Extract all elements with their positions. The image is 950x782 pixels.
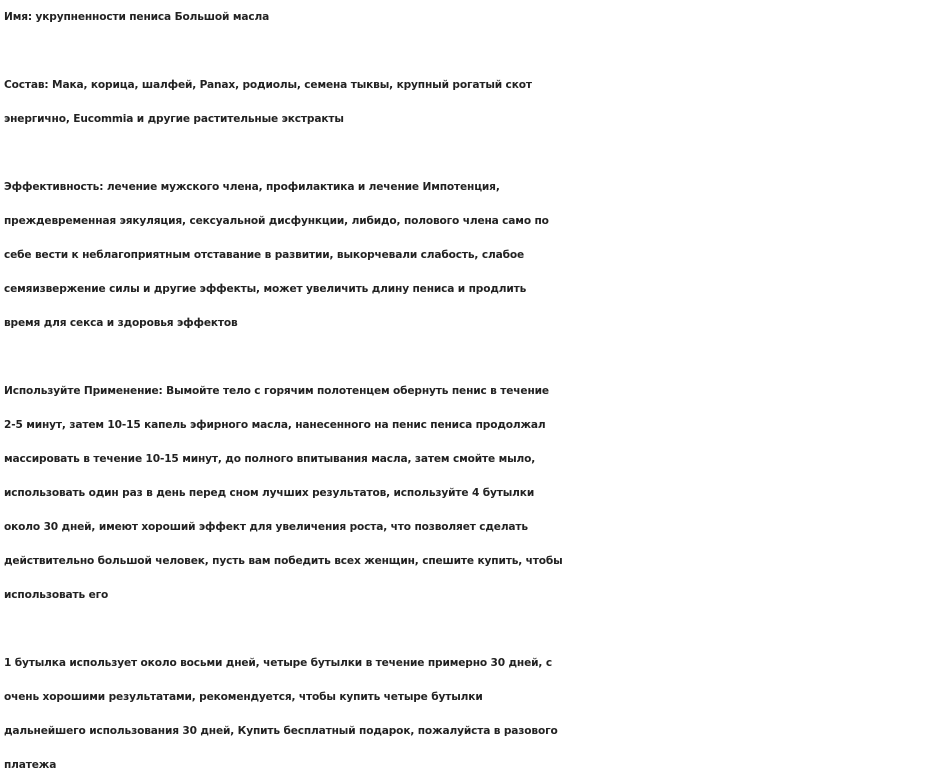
recommendation-paragraph	[4, 646, 946, 782]
name-line: Имя: укрупненности пениса Большой масла	[4, 11, 270, 23]
recommendation-line: очень хорошими результатами, рекомендуется, чтобы купить четыре бутылки	[4, 691, 483, 703]
usage-line: действительно большой человек, пусть вам победить всех женщин, спешите купить, чтобы	[4, 555, 563, 567]
recommendation-line: дальнейшего использования 30 дней, Купить бесплатный подарок, пожалуйста в разового	[4, 725, 558, 737]
product-description	[4, 0, 946, 782]
paragraph-spacer	[4, 340, 946, 374]
effectiveness-line: Эффективность: лечение мужского члена, профилактика и лечение Импотенция,	[4, 181, 500, 193]
composition-line: энергично, Eucommia и другие растительные экстракты	[4, 113, 344, 125]
effectiveness-line: семяизвержение силы и другие эффекты, может увеличить длину пениса и продлить	[4, 283, 527, 295]
paragraph-spacer	[4, 136, 946, 170]
effectiveness-line: преждевременная эякуляция, сексуальной дисфункции, либидо, полового члена само по	[4, 215, 549, 227]
name-paragraph	[4, 0, 946, 34]
usage-line: 2-5 минут, затем 10-15 капель эфирного масла, нанесенного на пенис пениса продолжал	[4, 419, 546, 431]
effectiveness-paragraph	[4, 170, 946, 340]
effectiveness-line: время для секса и здоровья эффектов	[4, 317, 238, 329]
composition-paragraph	[4, 68, 946, 136]
usage-line: использовать его	[4, 589, 109, 601]
paragraph-spacer	[4, 34, 946, 68]
paragraph-spacer	[4, 612, 946, 646]
recommendation-line: платежа	[4, 759, 57, 771]
composition-line: Состав: Мака, корица, шалфей, Panax, родиолы, семена тыквы, крупный рогатый скот	[4, 79, 532, 91]
effectiveness-line: себе вести к неблагоприятным отставание в развитии, выкорчевали слабость, слабое	[4, 249, 524, 261]
usage-line: около 30 дней, имеют хороший эффект для увеличения роста, что позволяет сделать	[4, 521, 528, 533]
recommendation-line: 1 бутылка использует около восьми дней, четыре бутылки в течение примерно 30 дней, с	[4, 657, 552, 669]
usage-paragraph	[4, 374, 946, 612]
usage-line: массировать в течение 10-15 минут, до полного впитывания масла, затем смойте мыло,	[4, 453, 536, 465]
usage-line: Используйте Применение: Вымойте тело с горячим полотенцем обернуть пенис в течение	[4, 385, 549, 397]
usage-line: использовать один раз в день перед сном лучших результатов, используйте 4 бутылки	[4, 487, 535, 499]
